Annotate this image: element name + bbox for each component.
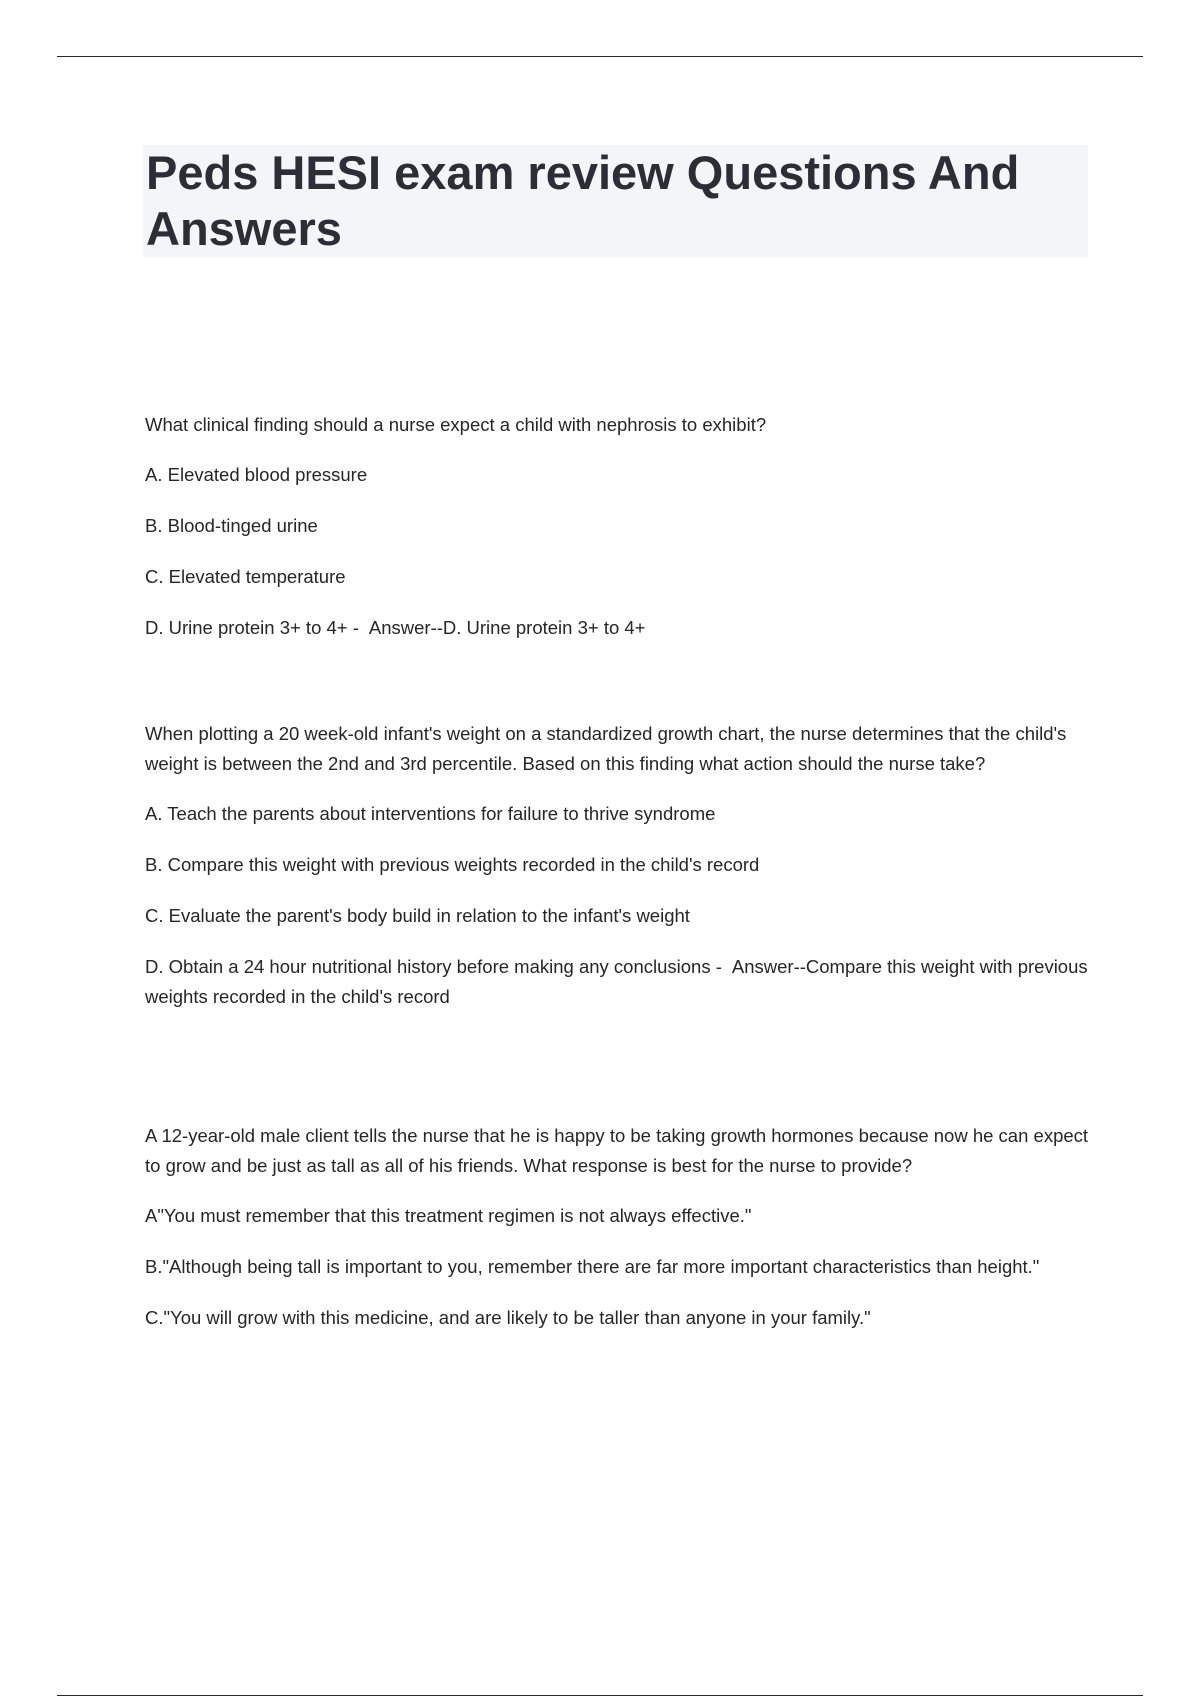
bottom-rule [57, 1695, 1143, 1696]
question-text: When plotting a 20 week-old infant's weight on a standardized growth chart, the nurse determines that the child's weight is between the 2nd and 3rd percentile. Based on this finding what action should the nurse take? [145, 723, 1067, 774]
question-block-1 [145, 410, 1095, 664]
option-a: A. Teach the parents about interventions for failure to thrive syndrome [145, 803, 716, 824]
question-text: What clinical finding should a nurse expect a child with nephrosis to exhibit? [145, 414, 767, 435]
option-d-text: D. Urine protein 3+ to 4+ - [145, 617, 359, 638]
title-banner [143, 145, 1088, 257]
option-b: B. Blood-tinged urine [145, 515, 318, 536]
top-rule [57, 56, 1143, 57]
option-a: A"You must remember that this treatment regimen is not always effective." [145, 1205, 752, 1226]
option-d [145, 952, 1095, 1012]
option-c: C."You will grow with this medicine, and are likely to be taller than anyone in your family." [145, 1307, 871, 1328]
option-c: C. Evaluate the parent's body build in relation to the infant's weight [145, 905, 690, 926]
option-d-text: D. Obtain a 24 hour nutritional history before making any conclusions - [145, 956, 722, 977]
answer-text: Answer--D. Urine protein 3+ to 4+ [368, 617, 646, 638]
question-block-3 [145, 1121, 1095, 1354]
question-text: A 12-year-old male client tells the nurse that he is happy to be taking growth hormones because now he can expect to grow and be just as tall as all of his friends. What response is best for the nurse to provide? [145, 1125, 1089, 1176]
option-d [145, 613, 1095, 643]
option-b: B. Compare this weight with previous weights recorded in the child's record [145, 854, 760, 875]
option-b: B."Although being tall is important to you, remember there are far more important characteristics than height." [145, 1256, 1040, 1277]
answer-text: Answer--Compare this weight with previous weights recorded in the child's record [145, 956, 1088, 1007]
question-block-2 [145, 719, 1095, 1033]
option-c: C. Elevated temperature [145, 566, 346, 587]
option-a: A. Elevated blood pressure [145, 464, 368, 485]
document-title: Peds HESI exam review Questions And Answers [146, 146, 1020, 255]
